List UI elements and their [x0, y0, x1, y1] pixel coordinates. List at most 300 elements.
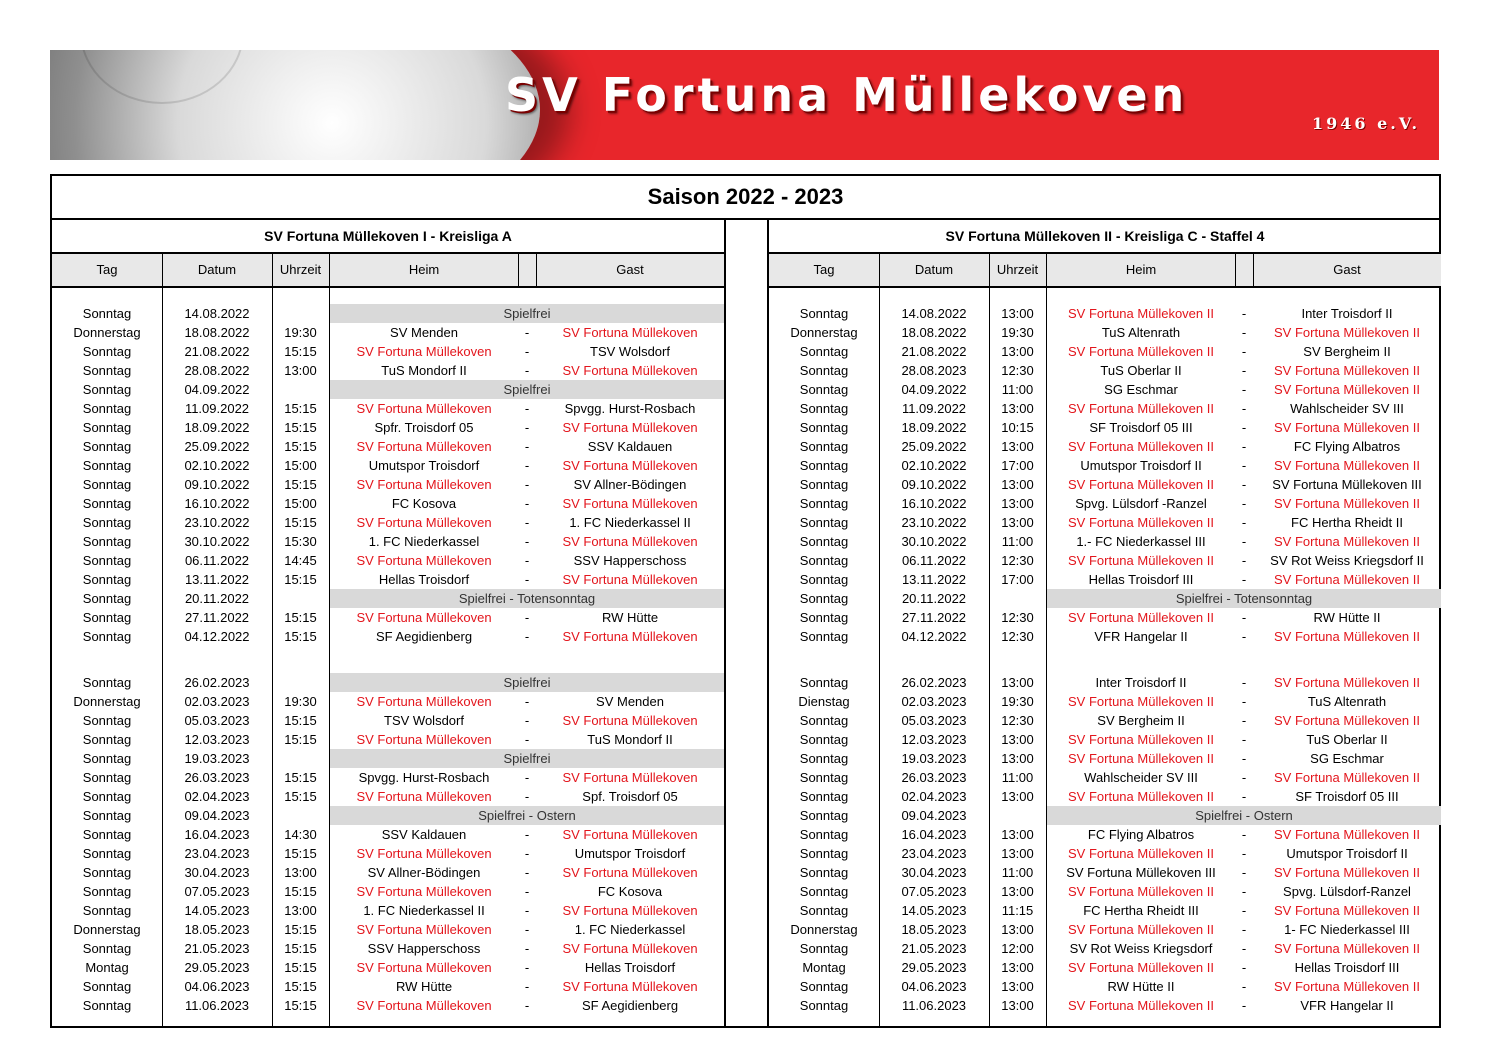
match-day: Donnerstag [73, 922, 141, 937]
match-day: Sonntag [82, 306, 132, 321]
match-day: Sonntag [799, 629, 849, 644]
home-team: SV Fortuna Müllekoven II [1068, 846, 1214, 861]
match-time [989, 806, 1046, 825]
match-day: Sonntag [799, 979, 849, 994]
match-date: 18.09.2022 [901, 420, 967, 435]
match-day: Sonntag [82, 808, 132, 823]
match-time: 12:30 [1001, 629, 1034, 644]
away-team: SV Fortuna Müllekoven [562, 629, 698, 644]
away-team: SSV Kaldauen [587, 439, 673, 454]
match-day: Sonntag [82, 884, 132, 899]
away-team: 1- FC Niederkassel III [1284, 922, 1410, 937]
vs-separator: - [524, 344, 530, 359]
away-team: SV Fortuna Müllekoven II [1274, 827, 1420, 842]
match-time: 15:15 [284, 420, 317, 435]
home-team: RW Hütte [395, 979, 453, 994]
match-row [769, 418, 1441, 437]
match-date: 04.12.2022 [901, 629, 967, 644]
home-team: SSV Kaldauen [381, 827, 467, 842]
match-time: 15:15 [284, 401, 317, 416]
match-date: 29.05.2023 [184, 960, 250, 975]
match-day: Sonntag [82, 979, 132, 994]
match-day: Sonntag [799, 344, 849, 359]
football-graphic [50, 50, 540, 160]
match-date: 02.04.2023 [184, 789, 250, 804]
vs-separator: - [524, 553, 530, 568]
vs-separator: - [1241, 770, 1247, 785]
match-time: 15:00 [284, 496, 317, 511]
away-team: FC Hertha Rheidt II [1291, 515, 1403, 530]
bye-notice: Spielfrei - Ostern [1047, 806, 1441, 825]
vs-separator: - [1241, 789, 1247, 804]
match-day: Sonntag [799, 808, 849, 823]
match-day: Sonntag [799, 941, 849, 956]
match-day: Sonntag [82, 941, 132, 956]
vs-separator: - [1241, 846, 1247, 861]
vs-separator: - [1241, 827, 1247, 842]
away-team: SV Fortuna Müllekoven II [1274, 865, 1420, 880]
match-day: Sonntag [799, 789, 849, 804]
match-day: Sonntag [82, 553, 132, 568]
match-row [769, 768, 1441, 787]
match-day: Donnerstag [73, 325, 141, 340]
away-team: SV Fortuna Müllekoven II [1274, 979, 1420, 994]
match-date: 04.09.2022 [184, 382, 250, 397]
match-time: 13:00 [1001, 344, 1034, 359]
match-date: 23.04.2023 [901, 846, 967, 861]
away-team: FC Kosova [597, 884, 663, 899]
home-team: SV Fortuna Müllekoven [356, 401, 492, 416]
match-time: 13:00 [1001, 789, 1034, 804]
vs-separator: - [1241, 941, 1247, 956]
match-row [769, 825, 1441, 844]
vs-separator: - [1241, 998, 1247, 1013]
match-date: 18.05.2023 [184, 922, 250, 937]
home-team: SV Bergheim II [1097, 713, 1185, 728]
match-time: 13:00 [1001, 732, 1034, 747]
bye-notice: Spielfrei [330, 749, 724, 768]
match-date: 23.10.2022 [184, 515, 250, 530]
match-date: 23.10.2022 [901, 515, 967, 530]
away-team: SV Fortuna Müllekoven III [1272, 477, 1422, 492]
match-row [769, 570, 1441, 589]
match-date: 18.08.2022 [184, 325, 250, 340]
column-gap [726, 220, 767, 1026]
match-time: 15:15 [284, 439, 317, 454]
vs-separator: - [524, 998, 530, 1013]
bye-notice: Spielfrei [330, 304, 724, 323]
header-uhrzeit: Uhrzeit [996, 262, 1039, 277]
match-time: 15:15 [284, 344, 317, 359]
match-date: 13.11.2022 [901, 572, 967, 587]
home-team: VFR Hangelar II [1094, 629, 1188, 644]
match-time: 11:00 [1001, 534, 1034, 549]
home-team: Umutspor Troisdorf II [1080, 458, 1202, 473]
home-team: SG Eschmar [1104, 382, 1178, 397]
match-row [769, 532, 1441, 551]
home-team: Umutspor Troisdorf [368, 458, 480, 473]
match-date: 25.09.2022 [184, 439, 250, 454]
header-uhrzeit: Uhrzeit [279, 262, 322, 277]
home-team: SV Fortuna Müllekoven [356, 694, 492, 709]
match-time [272, 673, 329, 692]
vs-separator: - [1241, 884, 1247, 899]
match-date: 14.08.2022 [901, 306, 967, 321]
match-row [52, 806, 724, 825]
league-second-team [767, 220, 1441, 1026]
vs-separator: - [1241, 382, 1247, 397]
match-day: Sonntag [82, 713, 132, 728]
home-team: SV Fortuna Müllekoven [356, 846, 492, 861]
column-headers [769, 254, 1441, 288]
home-team: SV Fortuna Müllekoven [356, 477, 492, 492]
match-day: Sonntag [82, 420, 132, 435]
match-time: 15:15 [284, 477, 317, 492]
match-date: 06.11.2022 [901, 553, 967, 568]
vs-separator: - [1241, 363, 1247, 378]
match-time: 15:15 [284, 884, 317, 899]
away-team: TuS Oberlar II [1306, 732, 1388, 747]
match-row [769, 977, 1441, 996]
match-day: Donnerstag [73, 694, 141, 709]
match-day: Sonntag [799, 439, 849, 454]
match-row [52, 825, 724, 844]
match-row [52, 673, 724, 692]
away-team: Spvg. Lülsdorf-Ranzel [1283, 884, 1411, 899]
match-date: 02.03.2023 [184, 694, 250, 709]
home-team: 1. FC Niederkassel II [363, 903, 485, 918]
vs-separator: - [1241, 306, 1247, 321]
match-date: 30.10.2022 [184, 534, 250, 549]
match-row [769, 589, 1441, 608]
match-row [52, 901, 724, 920]
away-team: SV Fortuna Müllekoven II [1274, 572, 1420, 587]
match-time [272, 749, 329, 768]
vs-separator: - [524, 439, 530, 454]
vs-separator: - [524, 903, 530, 918]
home-team: TuS Altenrath [1101, 325, 1181, 340]
match-day: Sonntag [799, 675, 849, 690]
match-date: 09.10.2022 [184, 477, 250, 492]
match-date: 27.11.2022 [184, 610, 250, 625]
away-team: SV Fortuna Müllekoven II [1274, 903, 1420, 918]
match-day: Sonntag [82, 477, 132, 492]
match-day: Donnerstag [790, 922, 858, 937]
vs-separator: - [524, 496, 530, 511]
match-row [769, 361, 1441, 380]
match-date: 16.04.2023 [184, 827, 250, 842]
home-team: SV Fortuna Müllekoven [356, 515, 492, 530]
home-team: SV Fortuna Müllekoven [356, 998, 492, 1013]
away-team: SV Fortuna Müllekoven [562, 770, 698, 785]
home-team: SV Fortuna Müllekoven II [1068, 694, 1214, 709]
vs-separator: - [524, 458, 530, 473]
home-team: SV Fortuna Müllekoven II [1068, 306, 1214, 321]
match-row [52, 768, 724, 787]
match-row [52, 418, 724, 437]
match-time: 15:15 [284, 922, 317, 937]
match-date: 09.10.2022 [901, 477, 967, 492]
away-team: SV Fortuna Müllekoven II [1274, 382, 1420, 397]
away-team: SV Fortuna Müllekoven [562, 979, 698, 994]
match-row [769, 844, 1441, 863]
vs-separator: - [524, 629, 530, 644]
match-date: 09.04.2023 [184, 808, 250, 823]
away-team: SV Fortuna Müllekoven II [1274, 496, 1420, 511]
vs-separator: - [524, 865, 530, 880]
vs-separator: - [524, 941, 530, 956]
match-row [52, 749, 724, 768]
match-date: 18.08.2022 [901, 325, 967, 340]
match-row [769, 323, 1441, 342]
match-day: Sonntag [799, 713, 849, 728]
match-day: Sonntag [799, 903, 849, 918]
home-team: SV Fortuna Müllekoven II [1068, 401, 1214, 416]
match-date: 14.05.2023 [901, 903, 967, 918]
match-row [769, 342, 1441, 361]
match-day: Sonntag [799, 998, 849, 1013]
away-team: SV Fortuna Müllekoven [562, 420, 698, 435]
match-day: Sonntag [82, 610, 132, 625]
home-team: Wahlscheider SV III [1084, 770, 1198, 785]
away-team: SV Fortuna Müllekoven II [1274, 629, 1420, 644]
vs-separator: - [1241, 960, 1247, 975]
match-day: Sonntag [82, 496, 132, 511]
match-day: Sonntag [82, 439, 132, 454]
bye-notice: Spielfrei - Ostern [330, 806, 724, 825]
match-row [769, 882, 1441, 901]
header-datum: Datum [914, 262, 954, 277]
vs-separator: - [524, 979, 530, 994]
match-day: Sonntag [799, 363, 849, 378]
away-team: SV Fortuna Müllekoven II [1274, 675, 1420, 690]
match-row [52, 551, 724, 570]
home-team: SV Fortuna Müllekoven II [1068, 553, 1214, 568]
match-time: 13:00 [1001, 979, 1034, 994]
match-row [52, 475, 724, 494]
match-day: Sonntag [82, 629, 132, 644]
away-team: FC Flying Albatros [1293, 439, 1401, 454]
match-date: 02.04.2023 [901, 789, 967, 804]
away-team: SG Eschmar [1310, 751, 1384, 766]
vs-separator: - [1241, 865, 1247, 880]
match-date: 09.04.2023 [901, 808, 967, 823]
vs-separator: - [1241, 694, 1247, 709]
away-team: SV Fortuna Müllekoven [562, 496, 698, 511]
match-day: Sonntag [799, 534, 849, 549]
match-row [769, 627, 1441, 646]
match-day: Sonntag [799, 610, 849, 625]
match-day: Sonntag [82, 363, 132, 378]
match-day: Sonntag [799, 458, 849, 473]
home-team: SV Fortuna Müllekoven II [1068, 884, 1214, 899]
vs-separator: - [1241, 515, 1247, 530]
match-row [52, 323, 724, 342]
match-row [52, 844, 724, 863]
match-date: 21.08.2022 [901, 344, 967, 359]
away-team: SV Fortuna Müllekoven II [1274, 770, 1420, 785]
match-day: Sonntag [799, 420, 849, 435]
match-date: 14.08.2022 [184, 306, 250, 321]
match-day: Sonntag [799, 846, 849, 861]
match-day: Sonntag [82, 789, 132, 804]
match-day: Sonntag [82, 572, 132, 587]
home-team: Spvg. Lülsdorf -Ranzel [1075, 496, 1207, 511]
vs-separator: - [524, 694, 530, 709]
match-row [769, 787, 1441, 806]
match-date: 06.11.2022 [184, 553, 250, 568]
match-time: 11:00 [1001, 865, 1034, 880]
match-row [769, 475, 1441, 494]
vs-separator: - [524, 770, 530, 785]
home-team: SSV Happerschoss [367, 941, 481, 956]
match-day: Montag [802, 960, 846, 975]
match-time: 12:30 [1001, 713, 1034, 728]
vs-separator: - [1241, 675, 1247, 690]
match-time: 13:00 [1001, 922, 1034, 937]
match-time: 19:30 [1001, 325, 1034, 340]
vs-separator: - [524, 732, 530, 747]
match-date: 21.05.2023 [184, 941, 250, 956]
away-team: SV Menden [596, 694, 664, 709]
club-founded: 1946 e.V. [1312, 114, 1421, 133]
match-time [272, 589, 329, 608]
match-row [769, 437, 1441, 456]
match-time: 11:15 [1001, 903, 1034, 918]
away-team: TuS Altenrath [1307, 694, 1387, 709]
match-row [52, 977, 724, 996]
home-team: FC Kosova [391, 496, 457, 511]
match-time: 19:30 [1001, 694, 1034, 709]
match-date: 11.09.2022 [184, 401, 250, 416]
home-team: Inter Troisdorf II [1095, 675, 1187, 690]
match-day: Sonntag [82, 903, 132, 918]
home-team: SV Menden [390, 325, 458, 340]
bye-notice: Spielfrei [330, 673, 724, 692]
vs-separator: - [524, 960, 530, 975]
match-time [989, 589, 1046, 608]
match-row [52, 399, 724, 418]
vs-separator: - [1241, 534, 1247, 549]
match-date: 18.09.2022 [184, 420, 250, 435]
match-time: 11:00 [1001, 770, 1034, 785]
match-row [52, 532, 724, 551]
match-date: 14.05.2023 [184, 903, 250, 918]
away-team: Hellas Troisdorf [584, 960, 676, 975]
match-time: 14:45 [284, 553, 317, 568]
away-team: SV Fortuna Müllekoven [562, 572, 698, 587]
match-row [52, 996, 724, 1015]
match-row [52, 920, 724, 939]
match-time: 13:00 [1001, 827, 1034, 842]
match-time: 15:15 [284, 960, 317, 975]
match-time: 13:00 [1001, 496, 1034, 511]
away-team: SV Fortuna Müllekoven [562, 534, 698, 549]
vs-separator: - [524, 789, 530, 804]
match-time: 13:00 [1001, 960, 1034, 975]
home-team: SV Fortuna Müllekoven II [1068, 751, 1214, 766]
away-team: SV Fortuna Müllekoven [562, 865, 698, 880]
away-team: SV Fortuna Müllekoven II [1274, 534, 1420, 549]
vs-separator: - [524, 477, 530, 492]
home-team: TuS Mondorf II [381, 363, 467, 378]
home-team: SV Fortuna Müllekoven II [1068, 789, 1214, 804]
match-time: 12:30 [1001, 610, 1034, 625]
home-team: Hellas Troisdorf [378, 572, 470, 587]
match-time: 15:15 [284, 979, 317, 994]
match-time: 13:00 [1001, 751, 1034, 766]
vs-separator: - [524, 827, 530, 842]
home-team: RW Hütte II [1107, 979, 1175, 994]
away-team: Wahlscheider SV III [1290, 401, 1404, 416]
match-day: Sonntag [799, 496, 849, 511]
match-time: 13:00 [1001, 846, 1034, 861]
match-day: Sonntag [799, 827, 849, 842]
match-day: Dienstag [798, 694, 850, 709]
match-time: 15:00 [284, 458, 317, 473]
vs-separator: - [1241, 496, 1247, 511]
home-team: SV Allner-Bödingen [367, 865, 481, 880]
vs-separator: - [524, 325, 530, 340]
match-date: 20.11.2022 [184, 591, 250, 606]
match-date: 26.02.2023 [901, 675, 967, 690]
header-gast: Gast [616, 262, 644, 277]
home-team: 1. FC Niederkassel [368, 534, 480, 549]
match-row [769, 456, 1441, 475]
match-day: Sonntag [82, 515, 132, 530]
match-date: 19.03.2023 [184, 751, 250, 766]
match-day: Sonntag [799, 770, 849, 785]
match-row [769, 673, 1441, 692]
match-date: 29.05.2023 [901, 960, 967, 975]
home-team: Spfr. Troisdorf 05 [374, 420, 474, 435]
away-team: SV Fortuna Müllekoven [562, 325, 698, 340]
home-team: SF Troisdorf 05 III [1089, 420, 1193, 435]
match-time: 11:00 [1001, 382, 1034, 397]
header-datum: Datum [197, 262, 237, 277]
match-time: 13:00 [1001, 439, 1034, 454]
match-date: 02.10.2022 [901, 458, 967, 473]
match-day: Sonntag [82, 382, 132, 397]
home-team: Hellas Troisdorf III [1088, 572, 1194, 587]
away-team: SV Fortuna Müllekoven [562, 827, 698, 842]
column-headers [52, 254, 724, 288]
home-team: SV Fortuna Müllekoven II [1068, 960, 1214, 975]
match-row [52, 692, 724, 711]
match-time: 13:00 [1001, 401, 1034, 416]
vs-separator: - [524, 363, 530, 378]
match-day: Sonntag [799, 553, 849, 568]
away-team: Spf. Troisdorf 05 [582, 789, 678, 804]
match-day: Sonntag [82, 998, 132, 1013]
match-row [52, 304, 724, 323]
match-date: 26.03.2023 [184, 770, 250, 785]
match-day: Sonntag [799, 572, 849, 587]
home-team: FC Flying Albatros [1087, 827, 1195, 842]
home-team: SV Fortuna Müllekoven II [1068, 439, 1214, 454]
vs-separator: - [1241, 325, 1247, 340]
home-team: SF Aegidienberg [375, 629, 473, 644]
match-time: 14:30 [284, 827, 317, 842]
match-row [769, 551, 1441, 570]
match-date: 25.09.2022 [901, 439, 967, 454]
match-time: 15:15 [284, 770, 317, 785]
match-date: 16.04.2023 [901, 827, 967, 842]
match-day: Sonntag [82, 591, 132, 606]
home-team: FC Hertha Rheidt III [1083, 903, 1199, 918]
match-row [769, 380, 1441, 399]
home-team: SV Fortuna Müllekoven II [1068, 732, 1214, 747]
